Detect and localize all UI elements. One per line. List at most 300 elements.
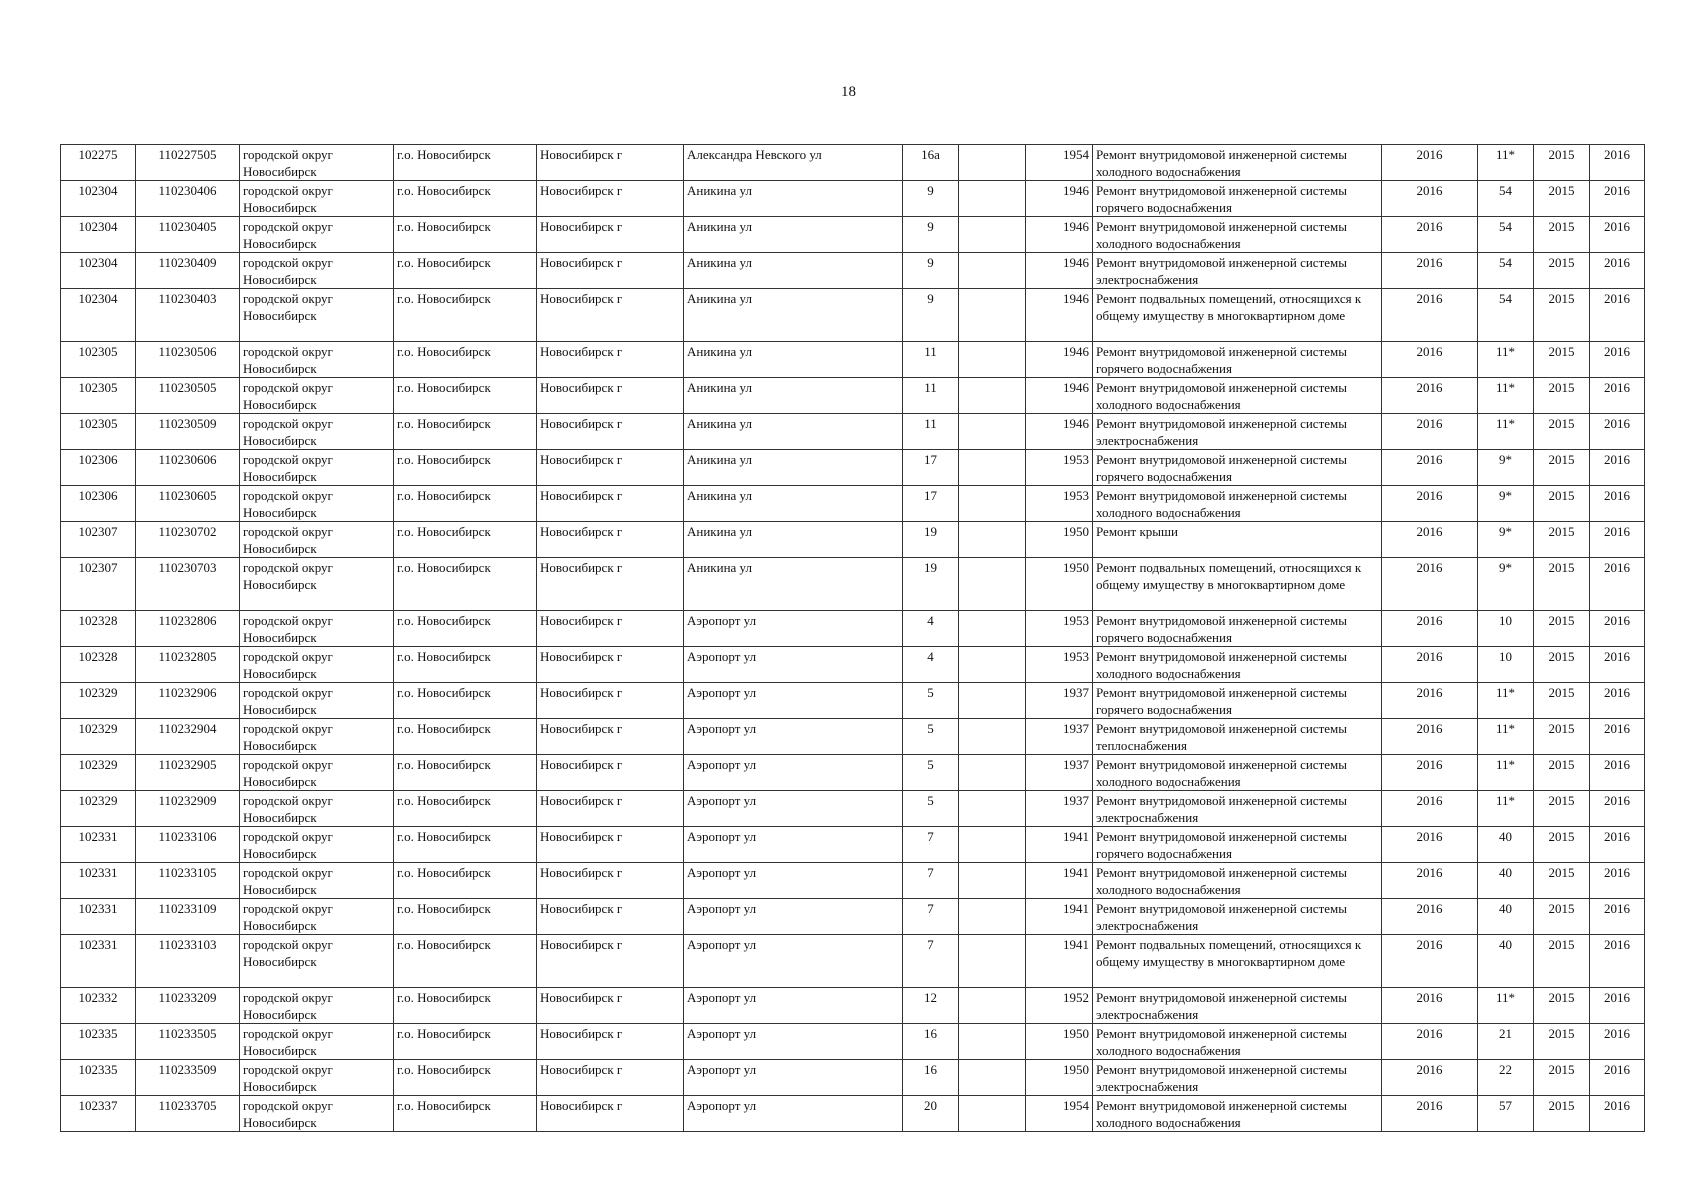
table-row bbox=[61, 647, 1645, 683]
cell-year-to: 2016 bbox=[1590, 1024, 1645, 1060]
cell-building bbox=[959, 1024, 1026, 1060]
cell-plan-year: 2016 bbox=[1382, 181, 1478, 217]
cell-house-id: 102305 bbox=[61, 378, 136, 414]
cell-city: Новосибирск г bbox=[537, 342, 684, 378]
cell-count: 11* bbox=[1478, 755, 1534, 791]
cell-building bbox=[959, 719, 1026, 755]
cell-year-from: 2015 bbox=[1534, 611, 1590, 647]
cell-build-year: 1946 bbox=[1026, 378, 1093, 414]
cell-work-code: 110233105 bbox=[136, 863, 240, 899]
cell-municipality: городской округ Новосибирск bbox=[240, 899, 394, 935]
table-row bbox=[61, 217, 1645, 253]
cell-work-type: Ремонт внутридомовой инженерной системы холодного водоснабжения bbox=[1093, 755, 1382, 791]
cell-year-to: 2016 bbox=[1590, 899, 1645, 935]
cell-year-from: 2015 bbox=[1534, 253, 1590, 289]
cell-municipality: городской округ Новосибирск bbox=[240, 791, 394, 827]
cell-year-to: 2016 bbox=[1590, 450, 1645, 486]
cell-municipality: городской округ Новосибирск bbox=[240, 253, 394, 289]
cell-year-from: 2015 bbox=[1534, 899, 1590, 935]
cell-house-id: 102328 bbox=[61, 647, 136, 683]
cell-house-number: 9 bbox=[903, 217, 959, 253]
cell-work-type: Ремонт внутридомовой инженерной системы электроснабжения bbox=[1093, 791, 1382, 827]
cell-work-type: Ремонт внутридомовой инженерной системы электроснабжения bbox=[1093, 253, 1382, 289]
table-row bbox=[61, 1024, 1645, 1060]
cell-year-to: 2016 bbox=[1590, 1096, 1645, 1132]
table-row bbox=[61, 145, 1645, 181]
cell-year-from: 2015 bbox=[1534, 827, 1590, 863]
cell-city: Новосибирск г bbox=[537, 450, 684, 486]
cell-house-number: 7 bbox=[903, 827, 959, 863]
cell-build-year: 1946 bbox=[1026, 414, 1093, 450]
cell-building bbox=[959, 558, 1026, 611]
cell-work-type: Ремонт подвальных помещений, относящихся к общему имуществу в многоквартирном доме bbox=[1093, 289, 1382, 342]
cell-municipality: городской округ Новосибирск bbox=[240, 145, 394, 181]
cell-building bbox=[959, 450, 1026, 486]
cell-year-from: 2015 bbox=[1534, 683, 1590, 719]
cell-building bbox=[959, 791, 1026, 827]
cell-year-from: 2015 bbox=[1534, 1024, 1590, 1060]
cell-work-code: 110232806 bbox=[136, 611, 240, 647]
cell-street: Аэропорт ул bbox=[684, 935, 903, 988]
cell-build-year: 1953 bbox=[1026, 486, 1093, 522]
cell-municipality: городской округ Новосибирск bbox=[240, 755, 394, 791]
cell-build-year: 1946 bbox=[1026, 253, 1093, 289]
cell-house-id: 102331 bbox=[61, 863, 136, 899]
cell-build-year: 1941 bbox=[1026, 935, 1093, 988]
page-number: 18 bbox=[841, 84, 856, 100]
cell-work-type: Ремонт внутридомовой инженерной системы электроснабжения bbox=[1093, 988, 1382, 1024]
cell-plan-year: 2016 bbox=[1382, 1096, 1478, 1132]
cell-year-from: 2015 bbox=[1534, 378, 1590, 414]
cell-street: Аникина ул bbox=[684, 378, 903, 414]
cell-house-number: 9 bbox=[903, 253, 959, 289]
cell-work-type: Ремонт внутридомовой инженерной системы горячего водоснабжения bbox=[1093, 342, 1382, 378]
cell-year-to: 2016 bbox=[1590, 719, 1645, 755]
cell-house-id: 102307 bbox=[61, 558, 136, 611]
cell-build-year: 1950 bbox=[1026, 522, 1093, 558]
cell-street: Аникина ул bbox=[684, 217, 903, 253]
cell-work-type: Ремонт внутридомовой инженерной системы холодного водоснабжения bbox=[1093, 1096, 1382, 1132]
cell-house-id: 102304 bbox=[61, 181, 136, 217]
cell-municipality: городской округ Новосибирск bbox=[240, 522, 394, 558]
cell-plan-year: 2016 bbox=[1382, 342, 1478, 378]
cell-house-number: 11 bbox=[903, 342, 959, 378]
cell-year-from: 2015 bbox=[1534, 450, 1590, 486]
cell-municipality: городской округ Новосибирск bbox=[240, 1024, 394, 1060]
cell-work-code: 110230506 bbox=[136, 342, 240, 378]
cell-year-from: 2015 bbox=[1534, 791, 1590, 827]
cell-work-type: Ремонт внутридомовой инженерной системы электроснабжения bbox=[1093, 1060, 1382, 1096]
cell-year-from: 2015 bbox=[1534, 1060, 1590, 1096]
cell-build-year: 1946 bbox=[1026, 342, 1093, 378]
cell-work-code: 110233109 bbox=[136, 899, 240, 935]
cell-house-number: 5 bbox=[903, 791, 959, 827]
cell-house-number: 9 bbox=[903, 289, 959, 342]
cell-settlement: г.о. Новосибирск bbox=[394, 683, 537, 719]
cell-building bbox=[959, 414, 1026, 450]
cell-build-year: 1946 bbox=[1026, 289, 1093, 342]
cell-house-number: 7 bbox=[903, 899, 959, 935]
cell-work-type: Ремонт внутридомовой инженерной системы горячего водоснабжения bbox=[1093, 827, 1382, 863]
cell-building bbox=[959, 827, 1026, 863]
cell-building bbox=[959, 145, 1026, 181]
cell-work-type: Ремонт подвальных помещений, относящихся к общему имуществу в многоквартирном доме bbox=[1093, 935, 1382, 988]
cell-build-year: 1937 bbox=[1026, 791, 1093, 827]
cell-building bbox=[959, 988, 1026, 1024]
cell-city: Новосибирск г bbox=[537, 217, 684, 253]
cell-build-year: 1941 bbox=[1026, 899, 1093, 935]
cell-house-id: 102331 bbox=[61, 935, 136, 988]
cell-building bbox=[959, 899, 1026, 935]
cell-settlement: г.о. Новосибирск bbox=[394, 289, 537, 342]
table-row bbox=[61, 181, 1645, 217]
cell-year-from: 2015 bbox=[1534, 988, 1590, 1024]
cell-house-id: 102328 bbox=[61, 611, 136, 647]
table-row bbox=[61, 1060, 1645, 1096]
cell-municipality: городской округ Новосибирск bbox=[240, 988, 394, 1024]
cell-house-id: 102331 bbox=[61, 827, 136, 863]
cell-city: Новосибирск г bbox=[537, 683, 684, 719]
cell-street: Аэропорт ул bbox=[684, 611, 903, 647]
cell-work-code: 110232904 bbox=[136, 719, 240, 755]
cell-settlement: г.о. Новосибирск bbox=[394, 863, 537, 899]
cell-city: Новосибирск г bbox=[537, 899, 684, 935]
cell-street: Александра Невского ул bbox=[684, 145, 903, 181]
cell-count: 9* bbox=[1478, 522, 1534, 558]
cell-settlement: г.о. Новосибирск bbox=[394, 755, 537, 791]
cell-build-year: 1953 bbox=[1026, 611, 1093, 647]
cell-house-id: 102275 bbox=[61, 145, 136, 181]
cell-street: Аэропорт ул bbox=[684, 899, 903, 935]
cell-count: 54 bbox=[1478, 253, 1534, 289]
cell-settlement: г.о. Новосибирск bbox=[394, 719, 537, 755]
cell-count: 40 bbox=[1478, 863, 1534, 899]
cell-count: 9* bbox=[1478, 450, 1534, 486]
cell-count: 11* bbox=[1478, 145, 1534, 181]
cell-building bbox=[959, 647, 1026, 683]
cell-street: Аникина ул bbox=[684, 558, 903, 611]
cell-house-id: 102306 bbox=[61, 486, 136, 522]
cell-build-year: 1950 bbox=[1026, 1024, 1093, 1060]
cell-house-number: 7 bbox=[903, 935, 959, 988]
cell-house-id: 102304 bbox=[61, 217, 136, 253]
cell-house-id: 102329 bbox=[61, 719, 136, 755]
cell-plan-year: 2016 bbox=[1382, 558, 1478, 611]
cell-year-to: 2016 bbox=[1590, 181, 1645, 217]
cell-house-id: 102337 bbox=[61, 1096, 136, 1132]
cell-settlement: г.о. Новосибирск bbox=[394, 558, 537, 611]
cell-count: 11* bbox=[1478, 342, 1534, 378]
cell-house-id: 102305 bbox=[61, 414, 136, 450]
cell-city: Новосибирск г bbox=[537, 647, 684, 683]
table-row bbox=[61, 863, 1645, 899]
cell-city: Новосибирск г bbox=[537, 1060, 684, 1096]
cell-count: 40 bbox=[1478, 899, 1534, 935]
cell-count: 11* bbox=[1478, 719, 1534, 755]
cell-plan-year: 2016 bbox=[1382, 145, 1478, 181]
cell-settlement: г.о. Новосибирск bbox=[394, 450, 537, 486]
cell-city: Новосибирск г bbox=[537, 145, 684, 181]
cell-build-year: 1954 bbox=[1026, 145, 1093, 181]
cell-year-from: 2015 bbox=[1534, 935, 1590, 988]
table-row bbox=[61, 414, 1645, 450]
cell-year-to: 2016 bbox=[1590, 145, 1645, 181]
cell-city: Новосибирск г bbox=[537, 827, 684, 863]
cell-city: Новосибирск г bbox=[537, 486, 684, 522]
cell-work-code: 110233705 bbox=[136, 1096, 240, 1132]
cell-work-type: Ремонт внутридомовой инженерной системы холодного водоснабжения bbox=[1093, 486, 1382, 522]
cell-city: Новосибирск г bbox=[537, 863, 684, 899]
cell-city: Новосибирск г bbox=[537, 719, 684, 755]
cell-city: Новосибирск г bbox=[537, 558, 684, 611]
cell-city: Новосибирск г bbox=[537, 755, 684, 791]
table-row bbox=[61, 791, 1645, 827]
cell-work-code: 110230505 bbox=[136, 378, 240, 414]
cell-settlement: г.о. Новосибирск bbox=[394, 935, 537, 988]
cell-house-id: 102306 bbox=[61, 450, 136, 486]
cell-plan-year: 2016 bbox=[1382, 863, 1478, 899]
cell-building bbox=[959, 683, 1026, 719]
cell-year-from: 2015 bbox=[1534, 1096, 1590, 1132]
cell-count: 57 bbox=[1478, 1096, 1534, 1132]
cell-house-number: 5 bbox=[903, 719, 959, 755]
cell-settlement: г.о. Новосибирск bbox=[394, 342, 537, 378]
cell-year-from: 2015 bbox=[1534, 486, 1590, 522]
cell-building bbox=[959, 217, 1026, 253]
cell-work-type: Ремонт внутридомовой инженерной системы теплоснабжения bbox=[1093, 719, 1382, 755]
cell-year-to: 2016 bbox=[1590, 863, 1645, 899]
cell-build-year: 1953 bbox=[1026, 647, 1093, 683]
cell-work-type: Ремонт внутридомовой инженерной системы холодного водоснабжения bbox=[1093, 647, 1382, 683]
cell-year-from: 2015 bbox=[1534, 289, 1590, 342]
cell-plan-year: 2016 bbox=[1382, 253, 1478, 289]
cell-count: 11* bbox=[1478, 414, 1534, 450]
cell-work-code: 110232905 bbox=[136, 755, 240, 791]
cell-city: Новосибирск г bbox=[537, 181, 684, 217]
cell-build-year: 1953 bbox=[1026, 450, 1093, 486]
cell-work-type: Ремонт внутридомовой инженерной системы холодного водоснабжения bbox=[1093, 217, 1382, 253]
cell-count: 10 bbox=[1478, 611, 1534, 647]
cell-city: Новосибирск г bbox=[537, 522, 684, 558]
cell-year-to: 2016 bbox=[1590, 611, 1645, 647]
cell-year-from: 2015 bbox=[1534, 181, 1590, 217]
cell-house-id: 102329 bbox=[61, 683, 136, 719]
cell-municipality: городской округ Новосибирск bbox=[240, 647, 394, 683]
cell-municipality: городской округ Новосибирск bbox=[240, 181, 394, 217]
cell-plan-year: 2016 bbox=[1382, 611, 1478, 647]
table-row bbox=[61, 719, 1645, 755]
cell-work-type: Ремонт внутридомовой инженерной системы электроснабжения bbox=[1093, 414, 1382, 450]
cell-count: 22 bbox=[1478, 1060, 1534, 1096]
cell-year-to: 2016 bbox=[1590, 414, 1645, 450]
cell-building bbox=[959, 1060, 1026, 1096]
cell-house-number: 5 bbox=[903, 755, 959, 791]
cell-work-type: Ремонт внутридомовой инженерной системы горячего водоснабжения bbox=[1093, 683, 1382, 719]
cell-work-code: 110233505 bbox=[136, 1024, 240, 1060]
cell-house-number: 12 bbox=[903, 988, 959, 1024]
cell-work-code: 110230405 bbox=[136, 217, 240, 253]
cell-year-from: 2015 bbox=[1534, 217, 1590, 253]
cell-municipality: городской округ Новосибирск bbox=[240, 217, 394, 253]
cell-plan-year: 2016 bbox=[1382, 1024, 1478, 1060]
cell-year-from: 2015 bbox=[1534, 647, 1590, 683]
cell-street: Аэропорт ул bbox=[684, 719, 903, 755]
cell-municipality: городской округ Новосибирск bbox=[240, 414, 394, 450]
cell-count: 11* bbox=[1478, 378, 1534, 414]
cell-house-number: 4 bbox=[903, 647, 959, 683]
cell-work-code: 110233106 bbox=[136, 827, 240, 863]
cell-plan-year: 2016 bbox=[1382, 827, 1478, 863]
cell-settlement: г.о. Новосибирск bbox=[394, 145, 537, 181]
cell-street: Аникина ул bbox=[684, 342, 903, 378]
cell-house-number: 17 bbox=[903, 450, 959, 486]
cell-work-code: 110233209 bbox=[136, 988, 240, 1024]
cell-street: Аникина ул bbox=[684, 253, 903, 289]
table-row bbox=[61, 522, 1645, 558]
cell-city: Новосибирск г bbox=[537, 611, 684, 647]
cell-city: Новосибирск г bbox=[537, 988, 684, 1024]
cell-house-id: 102304 bbox=[61, 253, 136, 289]
cell-work-type: Ремонт внутридомовой инженерной системы горячего водоснабжения bbox=[1093, 611, 1382, 647]
cell-plan-year: 2016 bbox=[1382, 755, 1478, 791]
cell-plan-year: 2016 bbox=[1382, 791, 1478, 827]
cell-work-type: Ремонт внутридомовой инженерной системы холодного водоснабжения bbox=[1093, 1024, 1382, 1060]
cell-work-type: Ремонт внутридомовой инженерной системы горячего водоснабжения bbox=[1093, 181, 1382, 217]
cell-house-id: 102332 bbox=[61, 988, 136, 1024]
cell-settlement: г.о. Новосибирск bbox=[394, 414, 537, 450]
cell-settlement: г.о. Новосибирск bbox=[394, 181, 537, 217]
cell-house-number: 4 bbox=[903, 611, 959, 647]
cell-building bbox=[959, 486, 1026, 522]
cell-count: 54 bbox=[1478, 181, 1534, 217]
cell-year-to: 2016 bbox=[1590, 1060, 1645, 1096]
table-row bbox=[61, 1096, 1645, 1132]
cell-municipality: городской округ Новосибирск bbox=[240, 378, 394, 414]
cell-house-number: 11 bbox=[903, 378, 959, 414]
cell-work-code: 110230606 bbox=[136, 450, 240, 486]
cell-year-to: 2016 bbox=[1590, 217, 1645, 253]
cell-build-year: 1946 bbox=[1026, 217, 1093, 253]
cell-building bbox=[959, 863, 1026, 899]
cell-build-year: 1952 bbox=[1026, 988, 1093, 1024]
cell-year-to: 2016 bbox=[1590, 755, 1645, 791]
cell-settlement: г.о. Новосибирск bbox=[394, 1096, 537, 1132]
cell-work-code: 110230702 bbox=[136, 522, 240, 558]
cell-work-code: 110233509 bbox=[136, 1060, 240, 1096]
cell-house-number: 7 bbox=[903, 863, 959, 899]
cell-municipality: городской округ Новосибирск bbox=[240, 1060, 394, 1096]
table-row bbox=[61, 683, 1645, 719]
cell-plan-year: 2016 bbox=[1382, 414, 1478, 450]
cell-year-from: 2015 bbox=[1534, 863, 1590, 899]
cell-count: 10 bbox=[1478, 647, 1534, 683]
cell-work-code: 110233103 bbox=[136, 935, 240, 988]
cell-settlement: г.о. Новосибирск bbox=[394, 647, 537, 683]
cell-street: Аникина ул bbox=[684, 181, 903, 217]
cell-municipality: городской округ Новосибирск bbox=[240, 342, 394, 378]
table-row bbox=[61, 450, 1645, 486]
cell-work-type: Ремонт подвальных помещений, относящихся к общему имуществу в многоквартирном доме bbox=[1093, 558, 1382, 611]
cell-house-id: 102304 bbox=[61, 289, 136, 342]
cell-city: Новосибирск г bbox=[537, 1024, 684, 1060]
cell-settlement: г.о. Новосибирск bbox=[394, 378, 537, 414]
cell-year-from: 2015 bbox=[1534, 145, 1590, 181]
cell-street: Аэропорт ул bbox=[684, 863, 903, 899]
cell-city: Новосибирск г bbox=[537, 289, 684, 342]
cell-house-id: 102307 bbox=[61, 522, 136, 558]
table-row bbox=[61, 935, 1645, 988]
cell-house-id: 102335 bbox=[61, 1060, 136, 1096]
table-row bbox=[61, 611, 1645, 647]
cell-house-number: 11 bbox=[903, 414, 959, 450]
cell-settlement: г.о. Новосибирск bbox=[394, 827, 537, 863]
cell-city: Новосибирск г bbox=[537, 1096, 684, 1132]
cell-building bbox=[959, 935, 1026, 988]
cell-building bbox=[959, 611, 1026, 647]
cell-plan-year: 2016 bbox=[1382, 647, 1478, 683]
cell-settlement: г.о. Новосибирск bbox=[394, 611, 537, 647]
cell-work-type: Ремонт крыши bbox=[1093, 522, 1382, 558]
cell-house-id: 102329 bbox=[61, 755, 136, 791]
cell-street: Аникина ул bbox=[684, 522, 903, 558]
cell-building bbox=[959, 289, 1026, 342]
cell-street: Аэропорт ул bbox=[684, 827, 903, 863]
cell-work-type: Ремонт внутридомовой инженерной системы горячего водоснабжения bbox=[1093, 450, 1382, 486]
cell-settlement: г.о. Новосибирск bbox=[394, 899, 537, 935]
cell-year-to: 2016 bbox=[1590, 486, 1645, 522]
cell-settlement: г.о. Новосибирск bbox=[394, 522, 537, 558]
cell-build-year: 1941 bbox=[1026, 827, 1093, 863]
table-row bbox=[61, 289, 1645, 342]
cell-building bbox=[959, 1096, 1026, 1132]
cell-work-type: Ремонт внутридомовой инженерной системы холодного водоснабжения bbox=[1093, 863, 1382, 899]
cell-year-to: 2016 bbox=[1590, 791, 1645, 827]
cell-build-year: 1937 bbox=[1026, 755, 1093, 791]
cell-work-code: 110230409 bbox=[136, 253, 240, 289]
cell-year-to: 2016 bbox=[1590, 522, 1645, 558]
table-row bbox=[61, 755, 1645, 791]
cell-house-id: 102331 bbox=[61, 899, 136, 935]
cell-count: 54 bbox=[1478, 217, 1534, 253]
cell-year-to: 2016 bbox=[1590, 558, 1645, 611]
cell-municipality: городской округ Новосибирск bbox=[240, 558, 394, 611]
cell-year-from: 2015 bbox=[1534, 719, 1590, 755]
cell-plan-year: 2016 bbox=[1382, 935, 1478, 988]
table-row bbox=[61, 558, 1645, 611]
cell-city: Новосибирск г bbox=[537, 378, 684, 414]
cell-house-number: 19 bbox=[903, 558, 959, 611]
cell-plan-year: 2016 bbox=[1382, 289, 1478, 342]
cell-municipality: городской округ Новосибирск bbox=[240, 827, 394, 863]
cell-street: Аэропорт ул bbox=[684, 988, 903, 1024]
cell-municipality: городской округ Новосибирск bbox=[240, 486, 394, 522]
cell-house-number: 9 bbox=[903, 181, 959, 217]
cell-plan-year: 2016 bbox=[1382, 522, 1478, 558]
cell-street: Аэропорт ул bbox=[684, 1060, 903, 1096]
table-row bbox=[61, 486, 1645, 522]
cell-plan-year: 2016 bbox=[1382, 217, 1478, 253]
cell-street: Аникина ул bbox=[684, 414, 903, 450]
cell-settlement: г.о. Новосибирск bbox=[394, 988, 537, 1024]
cell-work-code: 110230403 bbox=[136, 289, 240, 342]
cell-city: Новосибирск г bbox=[537, 253, 684, 289]
cell-house-number: 16 bbox=[903, 1060, 959, 1096]
cell-build-year: 1937 bbox=[1026, 719, 1093, 755]
cell-count: 54 bbox=[1478, 289, 1534, 342]
cell-plan-year: 2016 bbox=[1382, 719, 1478, 755]
cell-build-year: 1937 bbox=[1026, 683, 1093, 719]
cell-work-code: 110232909 bbox=[136, 791, 240, 827]
